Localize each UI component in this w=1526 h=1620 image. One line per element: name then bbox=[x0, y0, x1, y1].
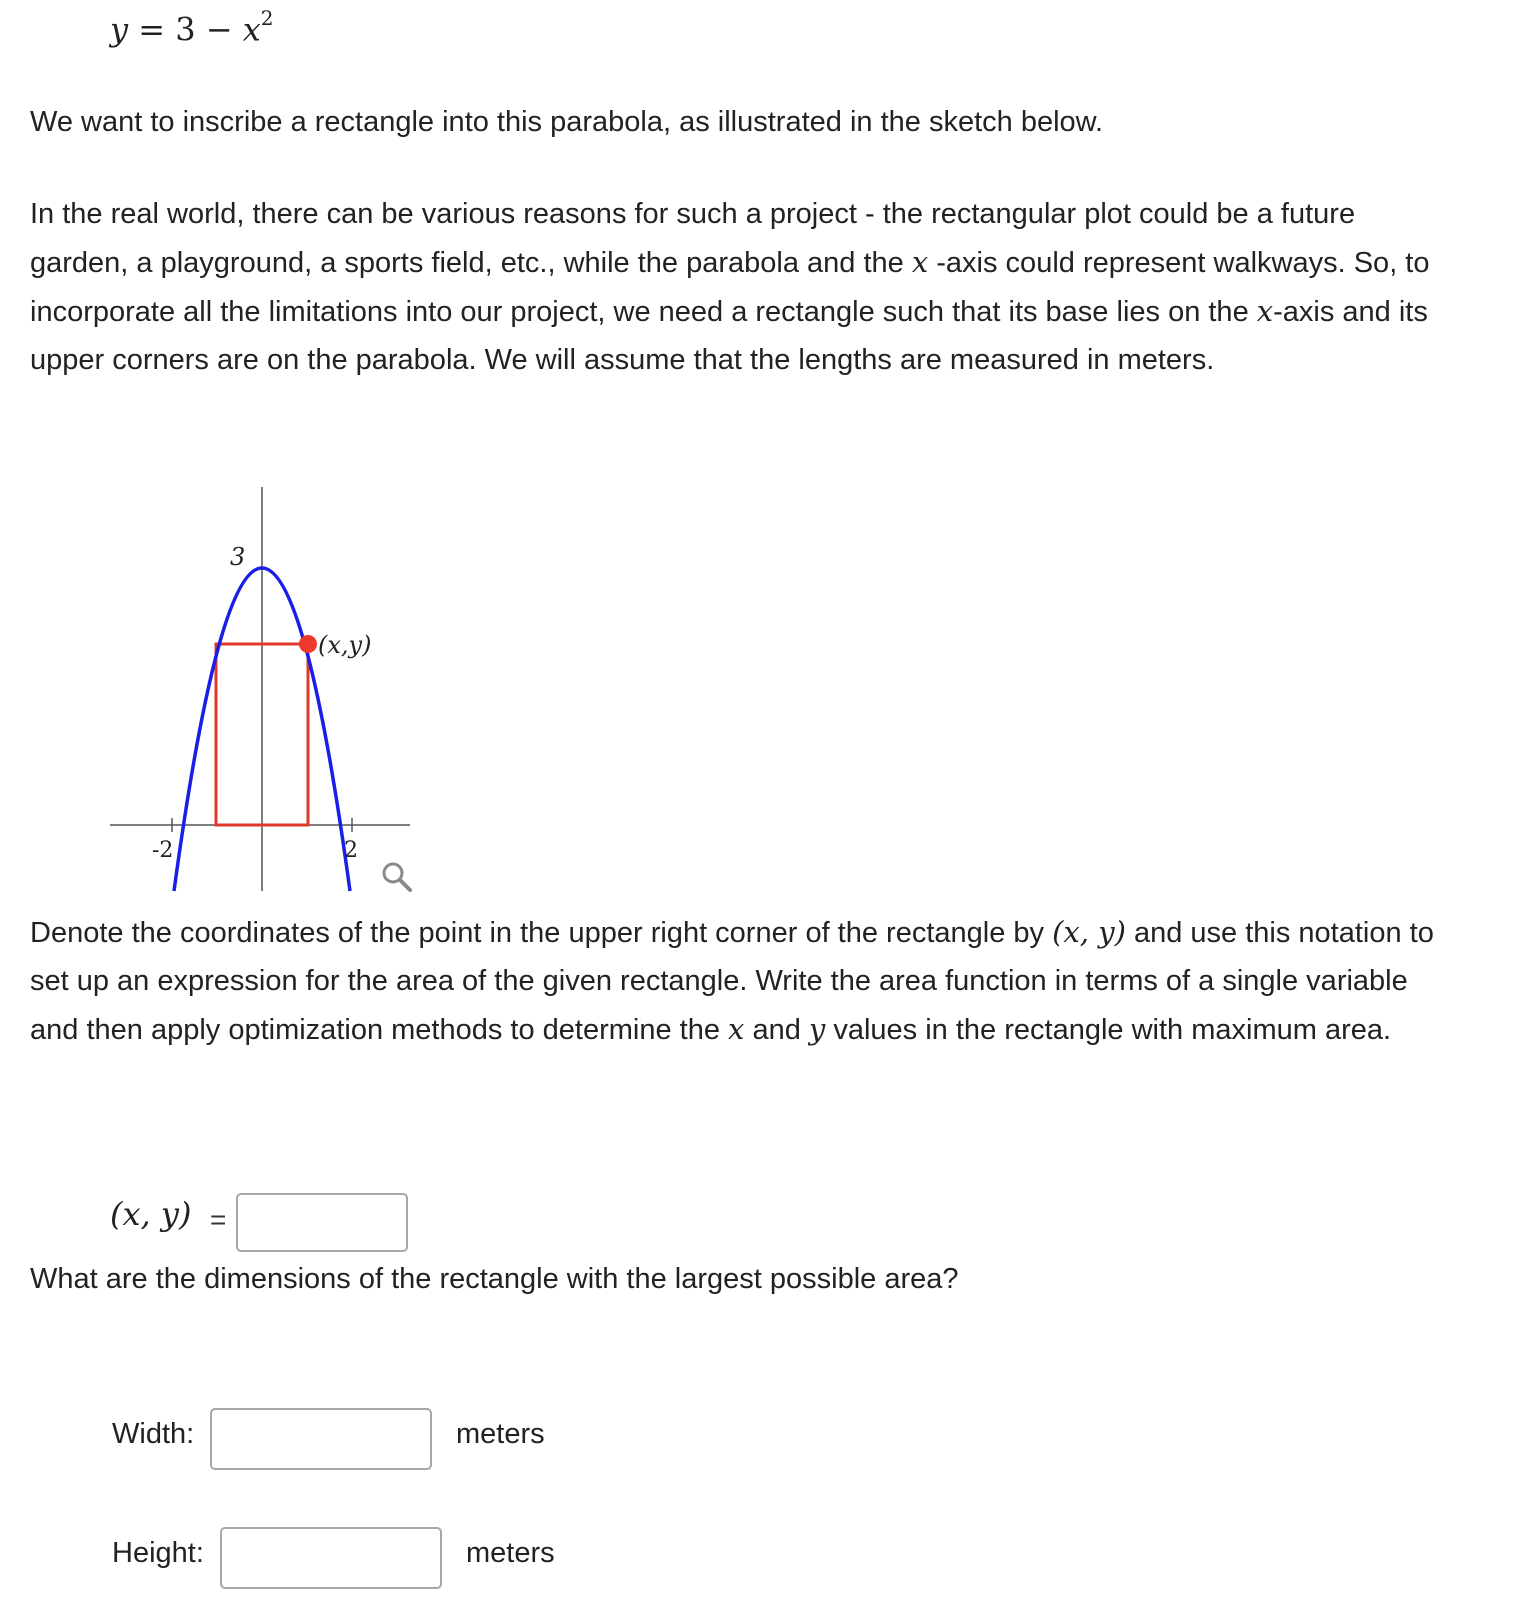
context-paragraph bbox=[30, 190, 1460, 384]
equation-lhs: y bbox=[110, 10, 129, 49]
height-label: Height: bbox=[112, 1537, 204, 1569]
question-text-d: values in the rectangle with maximum area. bbox=[825, 1014, 1392, 1046]
coordinate-input[interactable] bbox=[236, 1193, 408, 1252]
function-equation bbox=[110, 0, 274, 52]
y-tick-label: 3 bbox=[230, 543, 246, 571]
question-text-c: and bbox=[744, 1014, 809, 1046]
context-text-c: -axis and its upper corners are on the parabola. We will assume that the lengths are measured in meters. bbox=[30, 296, 1428, 376]
equals-sign: = bbox=[210, 1204, 227, 1235]
equation-middle: = 3 − bbox=[128, 10, 243, 49]
width-label: Width: bbox=[112, 1418, 195, 1450]
context-var-x2: x bbox=[1256, 294, 1274, 328]
x-tick-neg-label: -2 bbox=[152, 838, 174, 863]
context-var-x: x bbox=[911, 245, 929, 279]
width-unit: meters bbox=[456, 1418, 545, 1450]
coordinate-label: (x, y) bbox=[110, 1195, 192, 1233]
dimensions-question: What are the dimensions of the rectangle with the largest possible area? bbox=[30, 1263, 959, 1295]
question-coord: (x, y) bbox=[1052, 915, 1126, 949]
intro-paragraph: We want to inscribe a rectangle into this parabola, as illustrated in the sketch below. bbox=[30, 106, 1104, 138]
equation-var: x bbox=[242, 10, 261, 49]
equation-exponent: 2 bbox=[260, 6, 274, 30]
context-text-a: In the real world, there can be various reasons for such a project - the rectangular plot could be a future garden, a playground, a sports field, etc., while the parabola and the bbox=[30, 198, 1356, 279]
question-var-x: x bbox=[728, 1012, 745, 1046]
question-text-a: Denote the coordinates of the point in the upper right corner of the rectangle by bbox=[30, 917, 1053, 949]
height-unit: meters bbox=[466, 1537, 555, 1569]
height-input[interactable] bbox=[220, 1527, 442, 1589]
question-text-b: and use this notation to set up an expression for the area of the given rectangle. Write the area function in terms of a single variable and then apply optimization methods to determine the bbox=[30, 917, 1434, 1046]
parabola-sketch bbox=[100, 475, 420, 895]
corner-point bbox=[299, 635, 317, 653]
magnifier-icon[interactable] bbox=[380, 860, 414, 894]
point-label: (x,y) bbox=[318, 631, 372, 659]
question-paragraph bbox=[30, 908, 1460, 1054]
question-var-y: y bbox=[808, 1012, 826, 1046]
width-input[interactable] bbox=[210, 1408, 432, 1470]
x-tick-pos-label: 2 bbox=[344, 838, 358, 863]
context-text-b: -axis could represent walkways. So, to incorporate all the limitations into our project, we need a rectangle such that its base lies on the bbox=[30, 247, 1430, 328]
